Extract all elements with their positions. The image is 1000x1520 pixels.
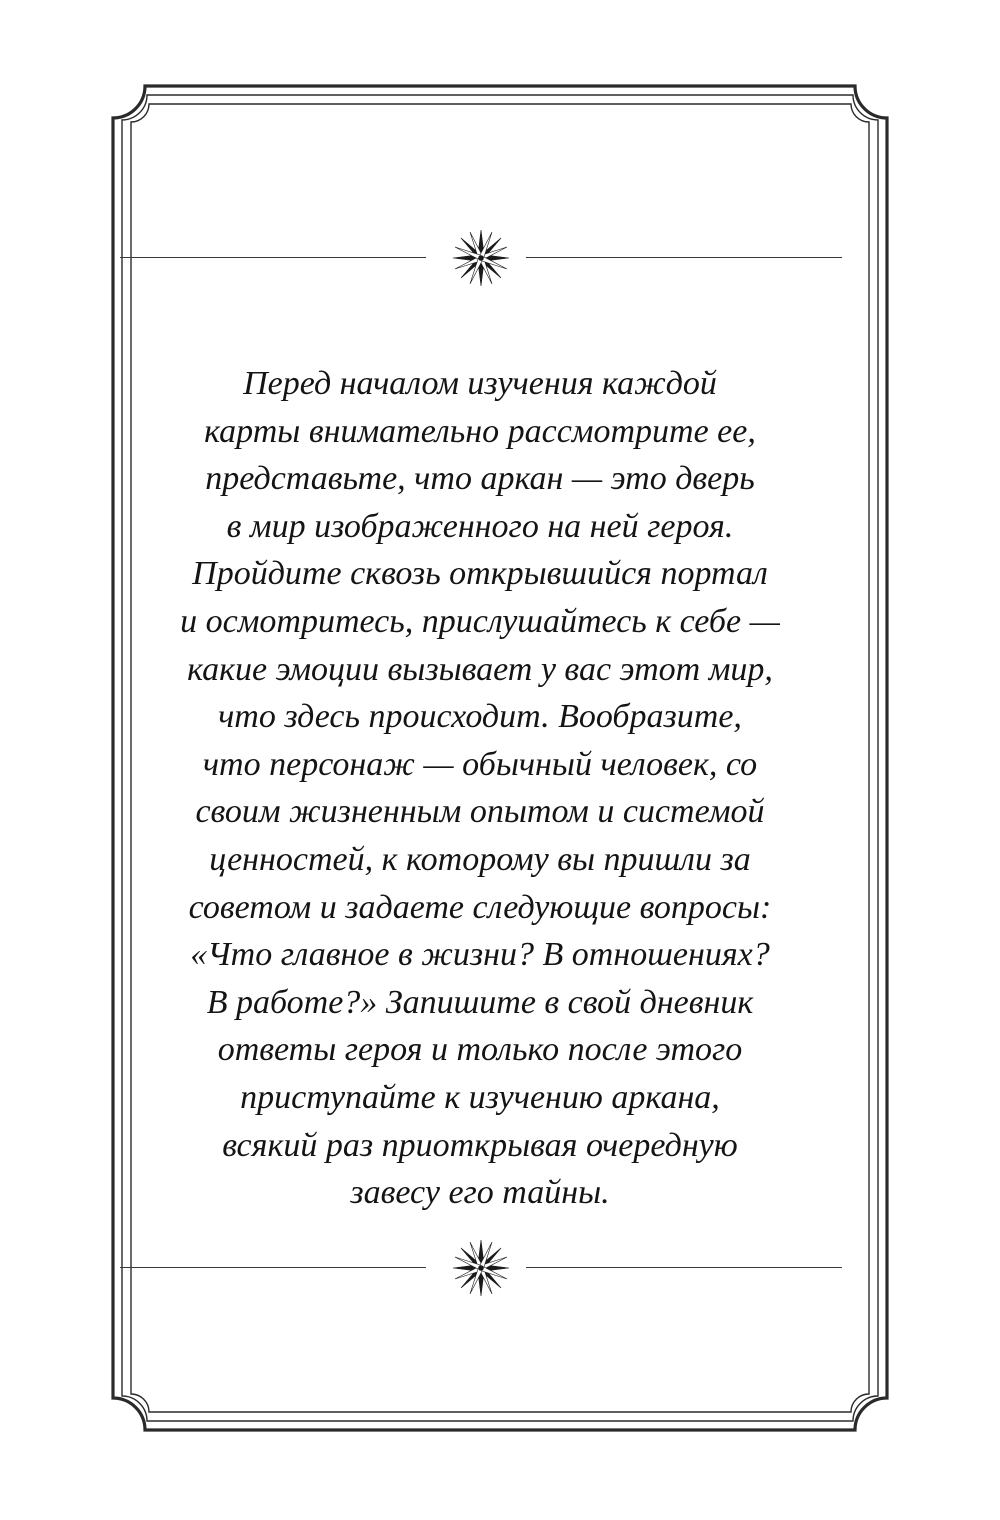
text-line: своим жизненным опытом и системой [195,793,765,831]
text-line: Пройдите сквозь открывшийся портал [192,555,768,593]
body-paragraph [150,360,810,1217]
text-line: что персонаж — обычный человек, со [202,745,758,783]
divider-rule-left [120,257,426,258]
text-line: В работе?» Запишите в свой дневник [206,983,754,1021]
divider-rule-right [526,1267,842,1268]
text-line: карты внимательно рассмотрите ее, [204,412,756,450]
text-line: советом и задаете следующие вопросы: [188,888,772,926]
divider-rule-right [526,257,842,258]
text-line: ответы героя и только после этого [217,1031,743,1069]
compass-star-icon [451,1238,511,1298]
text-line: всякий раз приоткрывая очередную [222,1126,738,1164]
text-line: завесу его тайны. [350,1174,610,1212]
text-line: приступайте к изучению аркана, [240,1078,720,1116]
divider-rule-left [120,1267,426,1268]
text-line: представьте, что аркан — это дверь [205,460,755,498]
text-line: «Что главное в жизни? В отношениях? [190,936,770,974]
text-line: ценностей, к которому вы пришли за [209,840,751,878]
text-line: какие эмоции вызывает у вас этот мир, [187,650,773,688]
bottom-divider [120,1238,842,1298]
compass-star-icon [451,228,511,288]
top-divider [120,228,842,288]
text-line: в мир изображенного на ней героя. [226,507,734,545]
text-line: и осмотритесь, прислушайтесь к себе — [180,602,780,640]
text-line: Перед началом изучения каждой [243,365,717,402]
text-line: что здесь происходит. Вообразите, [218,698,742,736]
